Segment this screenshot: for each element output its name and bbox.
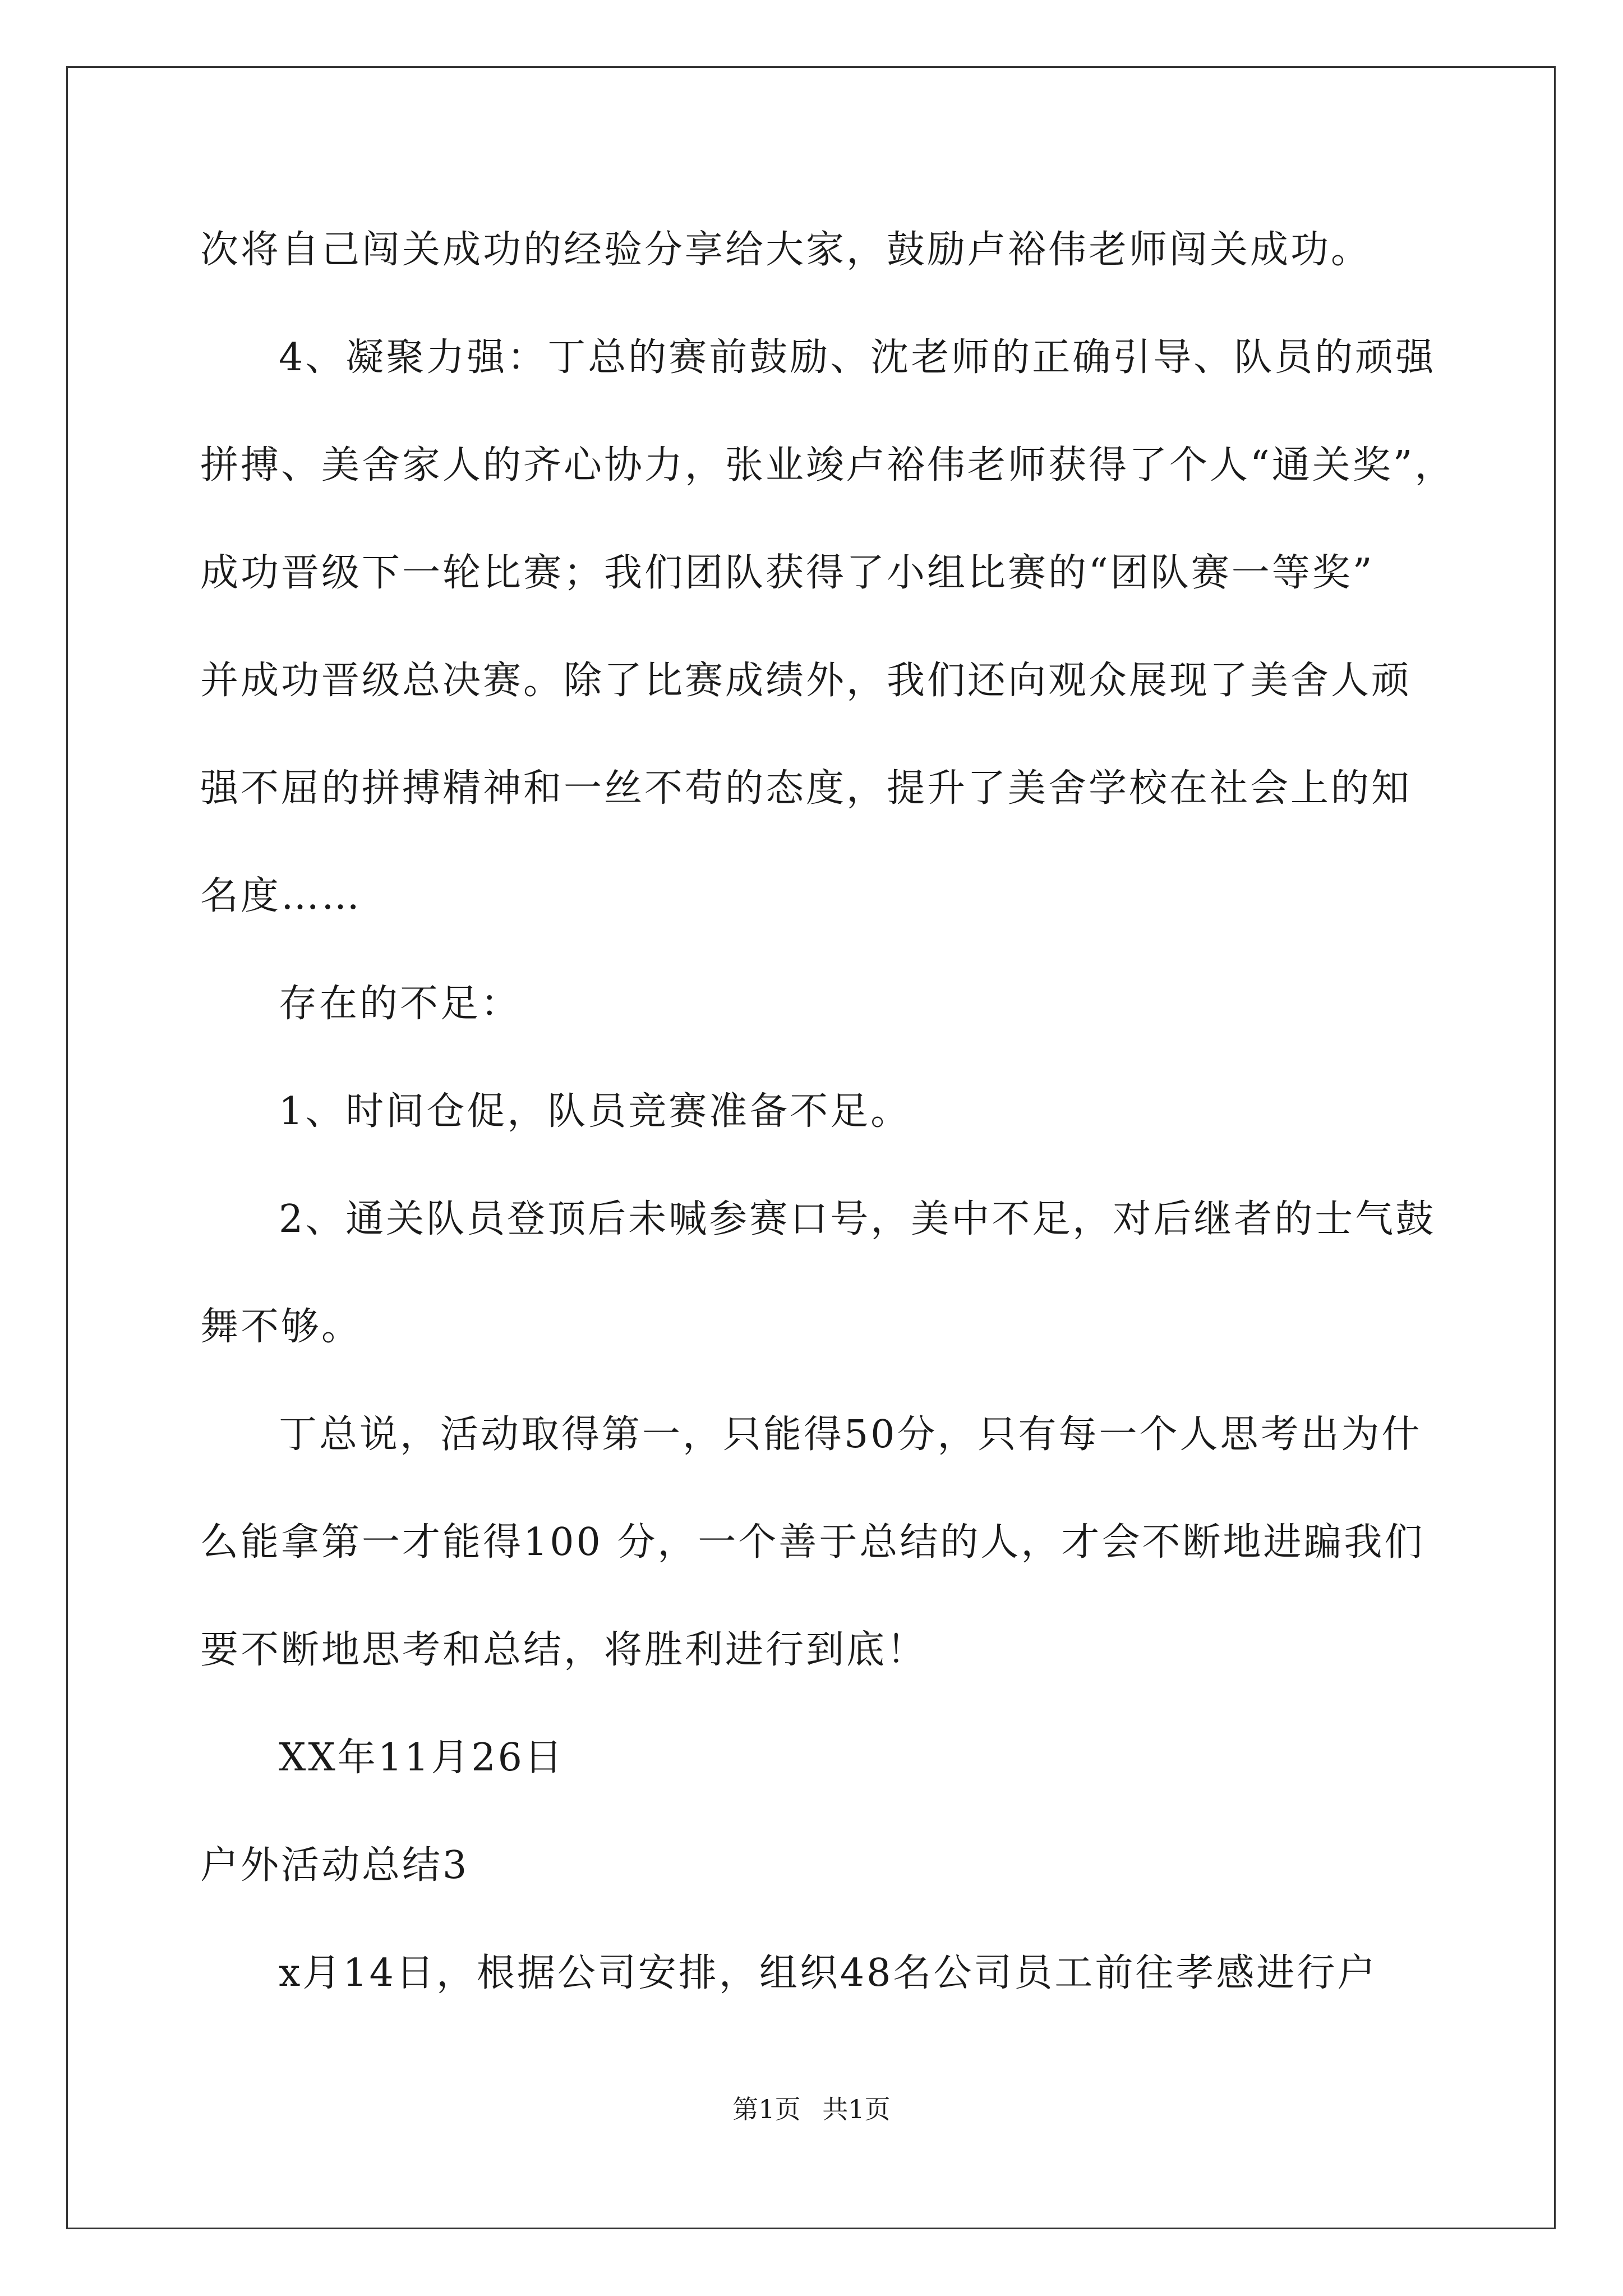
body-line: 成功晋级下一轮比赛；我们团队获得了小组比赛的“团队赛一等奖” [200, 551, 1375, 595]
body-line: 要不断地思考和总结，将胜利进行到底！ [200, 1628, 928, 1672]
body-line: 4、凝聚力强：丁总的赛前鼓励、沈老师的正确引导、队员的顽强 [279, 335, 1436, 380]
body-line: 2、通关队员登顶后未喊参赛口号，美中不足，对后继者的士气鼓 [279, 1197, 1436, 1241]
date-line: XX年11月26日 [279, 1736, 565, 1780]
page-number: 第1页 [732, 2094, 801, 2124]
document-heading: 户外活动总结3 [200, 1843, 469, 1888]
body-line: 拼搏、美舍家人的齐心协力，张业竣卢裕伟老师获得了个人“通关奖”， [200, 443, 1455, 487]
page-footer [0, 2092, 1623, 2126]
page-border [66, 66, 1556, 2229]
body-line: 1、时间仓促，队员竞赛准备不足。 [279, 1089, 911, 1134]
body-line: 并成功晋级总决赛。除了比赛成绩外，我们还向观众展现了美舍人顽 [200, 659, 1412, 703]
body-line: 强不屈的拼搏精神和一丝不苟的态度，提升了美舍学校在社会上的知 [200, 766, 1412, 811]
body-line: 丁总说，活动取得第一，只能得50分，只有每一个人思考出为什 [279, 1412, 1422, 1457]
body-line: 次将自己闯关成功的经验分享给大家，鼓励卢裕伟老师闯关成功。 [200, 228, 1372, 272]
body-line: 么能拿第一才能得100 分，一个善于总结的人，才会不断地进蹁我们 [200, 1520, 1425, 1565]
body-line: 舞不够。 [200, 1305, 362, 1349]
page-total: 共1页 [822, 2094, 891, 2124]
body-line: 名度…… [200, 874, 362, 918]
section-heading: 存在的不足： [279, 982, 522, 1026]
body-line: x月14日，根据公司安排，组织48名公司员工前往孝感进行户 [279, 1951, 1378, 1995]
